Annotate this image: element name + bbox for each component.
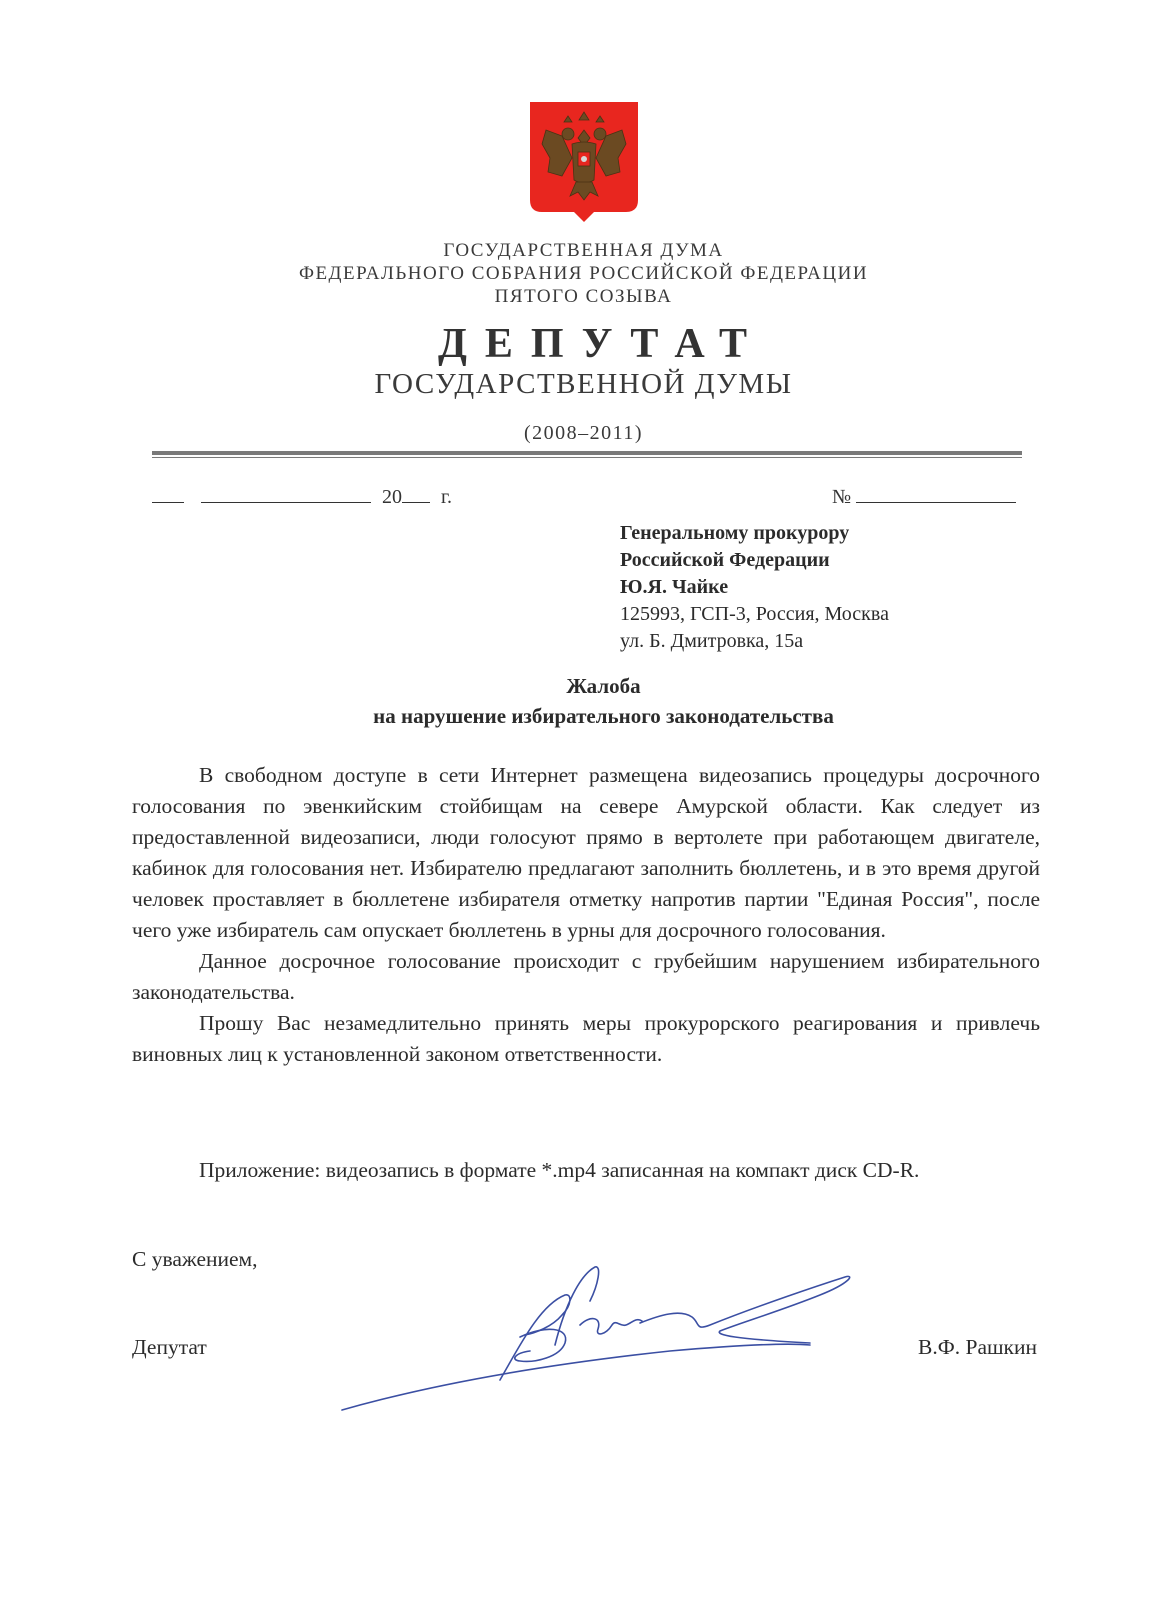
body-paragraph-3: Прошу Вас незамедлительно принять меры прокурорского реагирования и привлечь виновных лиц к установленной законом ответственности. — [132, 1011, 1040, 1066]
addressee-line3: Ю.Я. Чайке — [620, 576, 729, 598]
coat-of-arms-icon — [528, 100, 640, 224]
date-month-blank — [201, 484, 371, 503]
addressee-block — [620, 520, 889, 655]
document-title: Жалоба — [566, 674, 641, 698]
number-field — [832, 484, 1016, 509]
addressee-line2: Российской Федерации — [620, 549, 830, 571]
closing-position: Депутат — [132, 1335, 207, 1359]
letterhead-deputat: ДЕПУТАТ — [438, 321, 765, 367]
date-day-blank — [152, 484, 184, 503]
letterhead-line1: ГОСУДАРСТВЕННАЯ ДУМА — [443, 240, 724, 261]
document-subtitle: на нарушение избирательного законодательства — [373, 704, 834, 728]
closing-regards: С уважением, — [132, 1247, 258, 1271]
body-paragraph-4: Приложение: видеозапись в формате *.mp4 записанная на компакт диск CD-R. — [199, 1158, 920, 1182]
number-blank — [856, 484, 1016, 503]
number-sign: № — [832, 486, 852, 508]
date-field — [152, 484, 452, 509]
letterhead-duma: ГОСУДАРСТВЕННОЙ ДУМЫ — [374, 368, 793, 400]
date-year-blank — [402, 484, 430, 503]
handwritten-signature — [340, 1265, 860, 1415]
signatory-name: В.Ф. Рашкин — [918, 1335, 1037, 1359]
body-paragraph-1: В свободном доступе в сети Интернет размещена видеозапись процедуры досрочного голосования по эвенкийским стойбищам на севере Амурской области. Как следует из предоставленной видеозаписи, люди голосуют прямо в вертолете при работающем двигателе, кабинок для голосования нет. Избирателю предлагают заполнить бюллетень, и в это время другой человек проставляет в бюллетене избирателя отметку напротив партии "Единая Россия", после чего уже избиратель сам опускает бюллетень в урны для досрочного голосования. — [132, 763, 1040, 942]
addressee-line4: 125993, ГСП-3, Россия, Москва — [620, 603, 889, 625]
body-paragraph-2: Данное досрочное голосование происходит с грубейшим нарушением избирательного законодательства. — [132, 949, 1040, 1004]
letterhead-line2: ФЕДЕРАЛЬНОГО СОБРАНИЯ РОССИЙСКОЙ ФЕДЕРАЦИИ — [298, 263, 869, 284]
attachment-note — [132, 1155, 1040, 1186]
addressee-line5: ул. Б. Дмитровка, 15а — [620, 630, 804, 652]
date-year-suffix: г. — [441, 486, 452, 508]
date-year-prefix: 20 — [382, 486, 402, 508]
letter-body — [132, 760, 1040, 1070]
letterhead-years: (2008–2011) — [523, 422, 644, 444]
addressee-line1: Генеральному прокурору — [620, 522, 850, 544]
header-divider — [152, 451, 1022, 455]
header-divider-thin — [152, 457, 1022, 458]
letterhead-line3: ПЯТОГО СОЗЫВА — [494, 286, 673, 307]
